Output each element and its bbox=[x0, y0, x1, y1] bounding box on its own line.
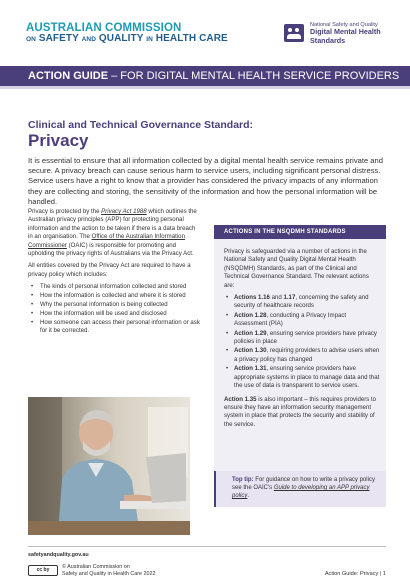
page-header bbox=[0, 0, 410, 62]
list-item: • How someone can access their personal information or ask for it be corrected. bbox=[28, 319, 200, 336]
top-tip-box: Top tip: For guidance on how to write a privacy policy see the OAIC's Guide to developing an APP privacy policy. bbox=[214, 471, 386, 507]
photo-illustration bbox=[28, 397, 190, 535]
nsqdmh-actions-panel bbox=[214, 225, 386, 471]
list-item: • Why the personal information is being collected bbox=[28, 301, 200, 309]
list-item: • Action 1.30, requiring providers to advise users when a privacy policy has changed bbox=[224, 347, 380, 364]
standards-logo-line-2: Digital Mental Health bbox=[310, 27, 381, 37]
policy-requirement-paragraph: All entities covered by the Privacy Act are required to have a privacy policy which includes: bbox=[28, 262, 191, 278]
standard-kicker: Clinical and Technical Governance Standard: bbox=[28, 119, 254, 131]
commission-logo bbox=[26, 22, 228, 45]
privacy-act-link[interactable]: Privacy Act 1988 bbox=[101, 208, 147, 215]
people-icon bbox=[284, 24, 304, 42]
man-at-laptop-photo bbox=[28, 397, 190, 535]
footer-copyright: © Australian Commission on Safety and Quality in Health Care 2022 bbox=[62, 564, 156, 578]
list-item: • How the information is collected and where it is stored bbox=[28, 292, 200, 300]
panel-heading: ACTIONS IN THE NSQDMH STANDARDS bbox=[224, 228, 346, 235]
page-title: Privacy bbox=[28, 131, 89, 150]
banner-accent-bar bbox=[0, 86, 410, 89]
privacy-act-paragraph: Privacy is protected by the Privacy Act 1988 which outlines the Australian privacy principles (APP) for protecting personal information and the action to be taken if there is a data breach in an organisation. The Office of the Australian Information Commissioner (OAIC) is responsible for promoting and upholding the privacy rights of Australians via the Privacy Act. bbox=[28, 208, 197, 258]
actions-list bbox=[224, 294, 380, 390]
oaic-link[interactable]: Office of the Australian Information Commissioner bbox=[28, 233, 185, 249]
panel-heading-bar bbox=[214, 225, 386, 239]
footer-divider bbox=[28, 546, 386, 547]
footer-page-label: Action Guide: Privacy | 1 bbox=[324, 571, 386, 577]
footer-website-link[interactable]: safetyandquality.gov.au bbox=[28, 552, 89, 558]
left-column bbox=[28, 208, 200, 336]
list-item: • Actions 1.16 and 1.17, concerning the safety and security of healthcare records bbox=[224, 294, 380, 311]
logo-line-2: ON SAFETY AND QUALITY IN HEALTH CARE bbox=[26, 33, 228, 45]
standards-logo-line-1: National Safety and Quality bbox=[310, 22, 378, 28]
list-item: • How the information will be used and disclosed bbox=[28, 310, 200, 318]
app-privacy-policy-guide-link[interactable]: Guide to developing an APP privacy policy bbox=[232, 485, 370, 500]
action-guide-banner bbox=[0, 66, 410, 86]
tip-label: Top tip: bbox=[232, 477, 254, 483]
panel-closing: Action 1.35 is also important – this requires providers to ensure they have an information security management system in place that protects the security and stability of the service. bbox=[224, 395, 377, 428]
panel-intro: Privacy is safeguarded via a number of actions in the National Safety and Quality Digital Mental Health (NSQDMH) Standards, as part of the Clinical and Technical Governance Standard. The relevant actions are: bbox=[224, 248, 369, 289]
banner-subtitle: – FOR DIGITAL MENTAL HEALTH SERVICE PROVIDERS bbox=[108, 70, 400, 82]
list-item: • The kinds of personal information collected and stored bbox=[28, 283, 200, 291]
banner-bold: ACTION GUIDE bbox=[28, 70, 109, 82]
list-item: • Action 1.28, conducting a Privacy Impact Assessment (PIA) bbox=[224, 312, 380, 329]
page-number: 1 bbox=[382, 571, 386, 577]
standards-logo bbox=[284, 22, 404, 52]
intro-paragraph: It is essential to ensure that all information collected by a digital mental health service remains private and secure. A privacy breach can cause serious harm to service users, including significant personal distress. Service users have a right to know that a provider has considered the privacy impacts of any information they are collecting and storing, the sensitivity of the information and how the personal information will be handled. bbox=[28, 156, 383, 206]
list-item: • Action 1.31, ensuring service providers have appropriate systems in place to manage data and that the use of data is transparent to service users. bbox=[224, 365, 380, 390]
creative-commons-badge: cc by bbox=[28, 565, 58, 576]
logo-line-1: AUSTRALIAN COMMISSION bbox=[26, 22, 182, 34]
policy-contents-list bbox=[28, 283, 200, 335]
standards-logo-line-3: Standards bbox=[310, 35, 346, 45]
list-item: • Action 1.29, ensuring service providers have privacy policies in place bbox=[224, 330, 380, 347]
